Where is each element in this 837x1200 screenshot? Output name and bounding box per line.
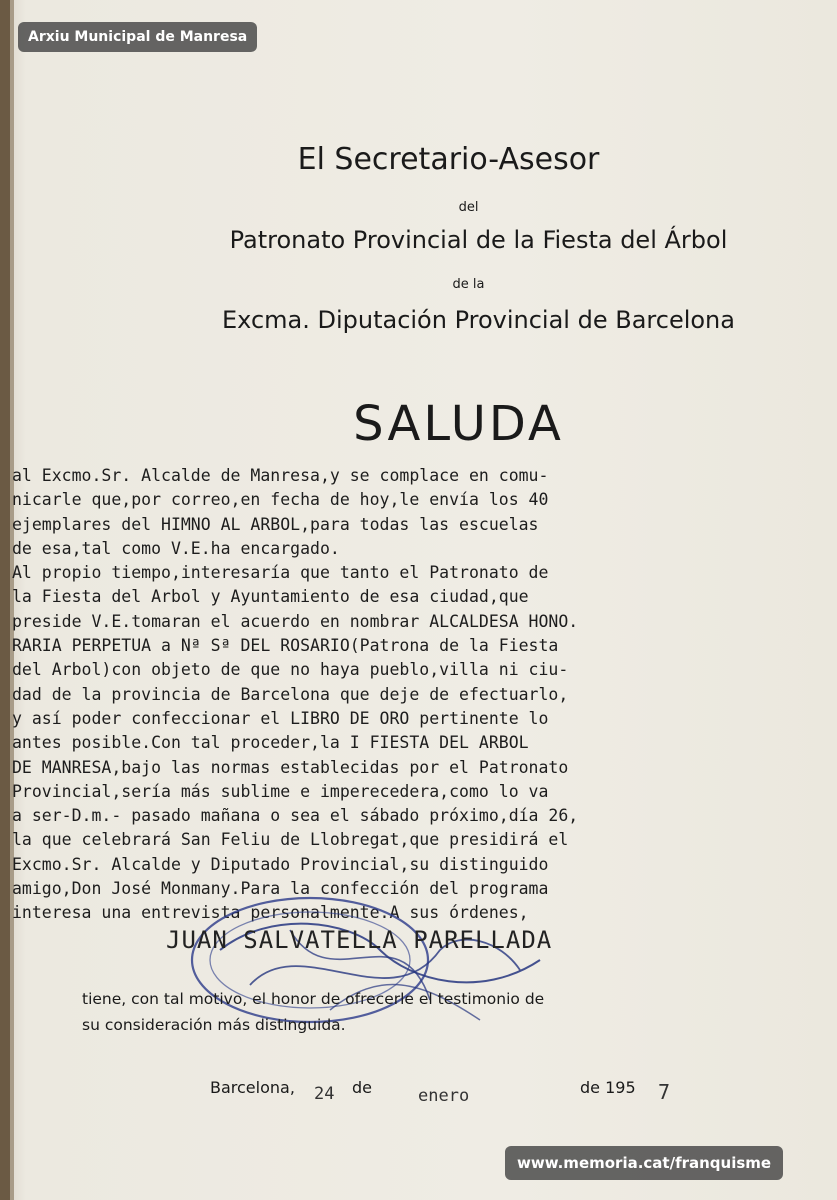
closing-line-1: tiene, con tal motivo, el honor de ofrecerle el testimonio de — [82, 990, 545, 1008]
body-line: dad de la provincia de Barcelona que deje de efectuarlo, — [12, 684, 569, 704]
letterhead-patronato: Patronato Provincial de la Fiesta del Árbol — [229, 226, 728, 254]
body-line: a ser-D.m.- pasado mañana o sea el sábado próximo,día 26, — [12, 806, 579, 826]
body-line: antes posible.Con tal proceder,la I FIESTA DEL ARBOL — [12, 733, 529, 753]
archive-watermark: Arxiu Municipal de Manresa — [18, 22, 257, 52]
body-line: Excmo.Sr. Alcalde y Diputado Provincial,su distinguido — [12, 854, 549, 874]
closing-text — [82, 986, 544, 1038]
letterhead-connector-dela: de la — [452, 277, 485, 292]
body-line: amigo,Don José Monmany.Para la confección del programa — [12, 879, 549, 899]
body-line: de esa,tal como V.E.ha encargado. — [12, 538, 340, 558]
date-de: de — [352, 1078, 372, 1097]
date-day: 24 — [314, 1084, 335, 1104]
body-line: Provincial,sería más sublime e imperecedera,como lo va — [12, 781, 549, 801]
body-line: preside V.E.tomaran el acuerdo en nombrar ALCALDESA HONO. — [12, 611, 579, 631]
body-line: Al propio tiempo,interesaría que tanto el Patronato de — [12, 563, 549, 583]
body-line: al Excmo.Sr. Alcalde de Manresa,y se complace en comu- — [12, 466, 549, 485]
body-line: nicarle que,por correo,en fecha de hoy,le envía los 40 — [12, 490, 549, 510]
closing-line-2: su consideración más distinguida. — [82, 1016, 346, 1034]
body-line: RARIA PERPETUA a Nª Sª DEL ROSARIO(Patrona de la Fiesta — [12, 636, 559, 656]
letterhead-connector-del: del — [458, 200, 479, 215]
body-line: la que celebrará San Feliu de Llobregat,que presidirá el — [12, 830, 569, 850]
date-city: Barcelona, — [210, 1078, 295, 1097]
website-watermark: www.memoria.cat/franquisme — [505, 1146, 783, 1180]
date-year-prefix: de 195 — [580, 1078, 636, 1097]
letter-body — [12, 464, 837, 926]
body-line: interesa una entrevista personalmente.A sus órdenes, — [12, 903, 529, 923]
letterhead-diputacion: Excma. Diputación Provincial de Barcelona — [222, 306, 735, 334]
body-line: del Arbol)con objeto de que no haya pueblo,villa ni ciu- — [12, 660, 569, 680]
body-line: la Fiesta del Arbol y Ayuntamiento de esa ciudad,que — [12, 587, 529, 607]
date-month: enero — [418, 1086, 470, 1106]
saluda-heading: SALUDA — [353, 396, 564, 452]
body-line: DE MANRESA,bajo las normas establecidas por el Patronato — [12, 757, 569, 777]
binding-edge — [0, 0, 10, 1200]
typed-signatory-name: JUAN SALVATELLA PARELLADA — [166, 926, 553, 954]
letterhead-title: El Secretario-Asesor — [297, 142, 600, 177]
body-line: y así poder confeccionar el LIBRO DE ORO pertinente lo — [12, 708, 549, 728]
date-year-digit: 7 — [658, 1080, 671, 1104]
body-line: ejemplares del HIMNO AL ARBOL,para todas las escuelas — [12, 514, 539, 534]
